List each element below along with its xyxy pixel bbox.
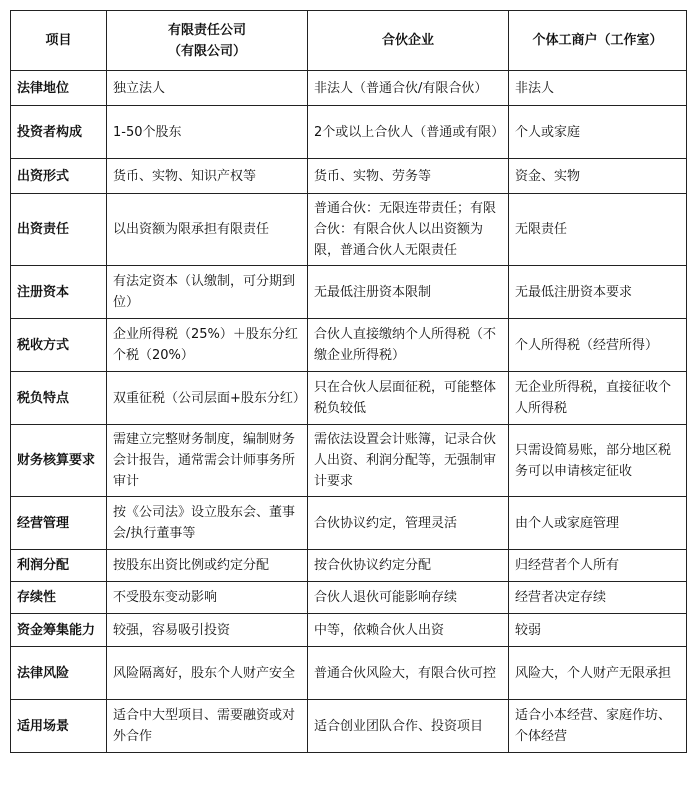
- comparison-sheet: [10, 10, 687, 753]
- cell-llc: 1-50个股东: [107, 106, 308, 159]
- table-row: [11, 372, 687, 425]
- cell-partnership: 合伙人退伙可能影响存续: [308, 582, 509, 614]
- header-item: 项目: [11, 11, 107, 71]
- cell-sole-proprietor: 无企业所得税，直接征收个人所得税: [509, 372, 687, 425]
- row-label: 税负特点: [11, 372, 107, 425]
- cell-llc: 企业所得税（25%）＋股东分红个税（20%）: [107, 319, 308, 372]
- cell-partnership: 合伙协议约定，管理灵活: [308, 497, 509, 550]
- table-row: [11, 194, 687, 266]
- cell-partnership: 货币、实物、劳务等: [308, 159, 509, 194]
- table-row: [11, 497, 687, 550]
- cell-llc: 需建立完整财务制度，编制财务会计报告，通常需会计师事务所审计: [107, 425, 308, 497]
- cell-sole-proprietor: 无限责任: [509, 194, 687, 266]
- header-partnership: 合伙企业: [308, 11, 509, 71]
- cell-partnership: 适合创业团队合作、投资项目: [308, 700, 509, 753]
- cell-sole-proprietor: 风险大，个人财产无限承担: [509, 647, 687, 700]
- row-label: 税收方式: [11, 319, 107, 372]
- cell-llc: 不受股东变动影响: [107, 582, 308, 614]
- cell-sole-proprietor: 归经营者个人所有: [509, 550, 687, 582]
- row-label: 出资责任: [11, 194, 107, 266]
- row-label: 存续性: [11, 582, 107, 614]
- cell-llc: 按股东出资比例或约定分配: [107, 550, 308, 582]
- business-type-comparison-table: [10, 10, 687, 753]
- cell-llc: 独立法人: [107, 71, 308, 106]
- table-row: [11, 582, 687, 614]
- table-row: [11, 700, 687, 753]
- row-label: 法律风险: [11, 647, 107, 700]
- cell-sole-proprietor: 适合小本经营、家庭作坊、个体经营: [509, 700, 687, 753]
- row-label: 财务核算要求: [11, 425, 107, 497]
- table-row: [11, 71, 687, 106]
- cell-sole-proprietor: 由个人或家庭管理: [509, 497, 687, 550]
- cell-partnership: 无最低注册资本限制: [308, 266, 509, 319]
- cell-partnership: 非法人（普通合伙/有限合伙）: [308, 71, 509, 106]
- table-row: [11, 266, 687, 319]
- table-row: [11, 614, 687, 647]
- cell-sole-proprietor: 经营者决定存续: [509, 582, 687, 614]
- cell-partnership: 普通合伙：无限连带责任；有限合伙：有限合伙人以出资额为限，普通合伙人无限责任: [308, 194, 509, 266]
- cell-partnership: 普通合伙风险大，有限合伙可控: [308, 647, 509, 700]
- cell-partnership: 只在合伙人层面征税，可能整体税负较低: [308, 372, 509, 425]
- cell-llc: 双重征税（公司层面+股东分红）: [107, 372, 308, 425]
- cell-llc: 风险隔离好，股东个人财产安全: [107, 647, 308, 700]
- header-llc: 有限责任公司 （有限公司）: [107, 11, 308, 71]
- row-label: 资金筹集能力: [11, 614, 107, 647]
- cell-sole-proprietor: 较弱: [509, 614, 687, 647]
- cell-sole-proprietor: 无最低注册资本要求: [509, 266, 687, 319]
- cell-llc: 以出资额为限承担有限责任: [107, 194, 308, 266]
- row-label: 出资形式: [11, 159, 107, 194]
- cell-sole-proprietor: 只需设简易账，部分地区税务可以申请核定征收: [509, 425, 687, 497]
- cell-partnership: 需依法设置会计账簿，记录合伙人出资、利润分配等，无强制审计要求: [308, 425, 509, 497]
- cell-partnership: 中等，依赖合伙人出资: [308, 614, 509, 647]
- cell-sole-proprietor: 非法人: [509, 71, 687, 106]
- cell-partnership: 合伙人直接缴纳个人所得税（不缴企业所得税）: [308, 319, 509, 372]
- row-label: 法律地位: [11, 71, 107, 106]
- table-row: [11, 550, 687, 582]
- header-sole-proprietor: 个体工商户（工作室）: [509, 11, 687, 71]
- cell-llc: 按《公司法》设立股东会、董事会/执行董事等: [107, 497, 308, 550]
- cell-llc: 有法定资本（认缴制，可分期到位）: [107, 266, 308, 319]
- cell-partnership: 2个或以上合伙人（普通或有限）: [308, 106, 509, 159]
- cell-llc: 货币、实物、知识产权等: [107, 159, 308, 194]
- row-label: 投资者构成: [11, 106, 107, 159]
- header-row: [11, 11, 687, 71]
- table-row: [11, 159, 687, 194]
- cell-partnership: 按合伙协议约定分配: [308, 550, 509, 582]
- table-row: [11, 425, 687, 497]
- row-label: 注册资本: [11, 266, 107, 319]
- cell-sole-proprietor: 个人所得税（经营所得）: [509, 319, 687, 372]
- table-row: [11, 106, 687, 159]
- table-row: [11, 647, 687, 700]
- cell-sole-proprietor: 资金、实物: [509, 159, 687, 194]
- cell-sole-proprietor: 个人或家庭: [509, 106, 687, 159]
- row-label: 适用场景: [11, 700, 107, 753]
- cell-llc: 适合中大型项目、需要融资或对外合作: [107, 700, 308, 753]
- cell-llc: 较强，容易吸引投资: [107, 614, 308, 647]
- row-label: 利润分配: [11, 550, 107, 582]
- table-row: [11, 319, 687, 372]
- row-label: 经营管理: [11, 497, 107, 550]
